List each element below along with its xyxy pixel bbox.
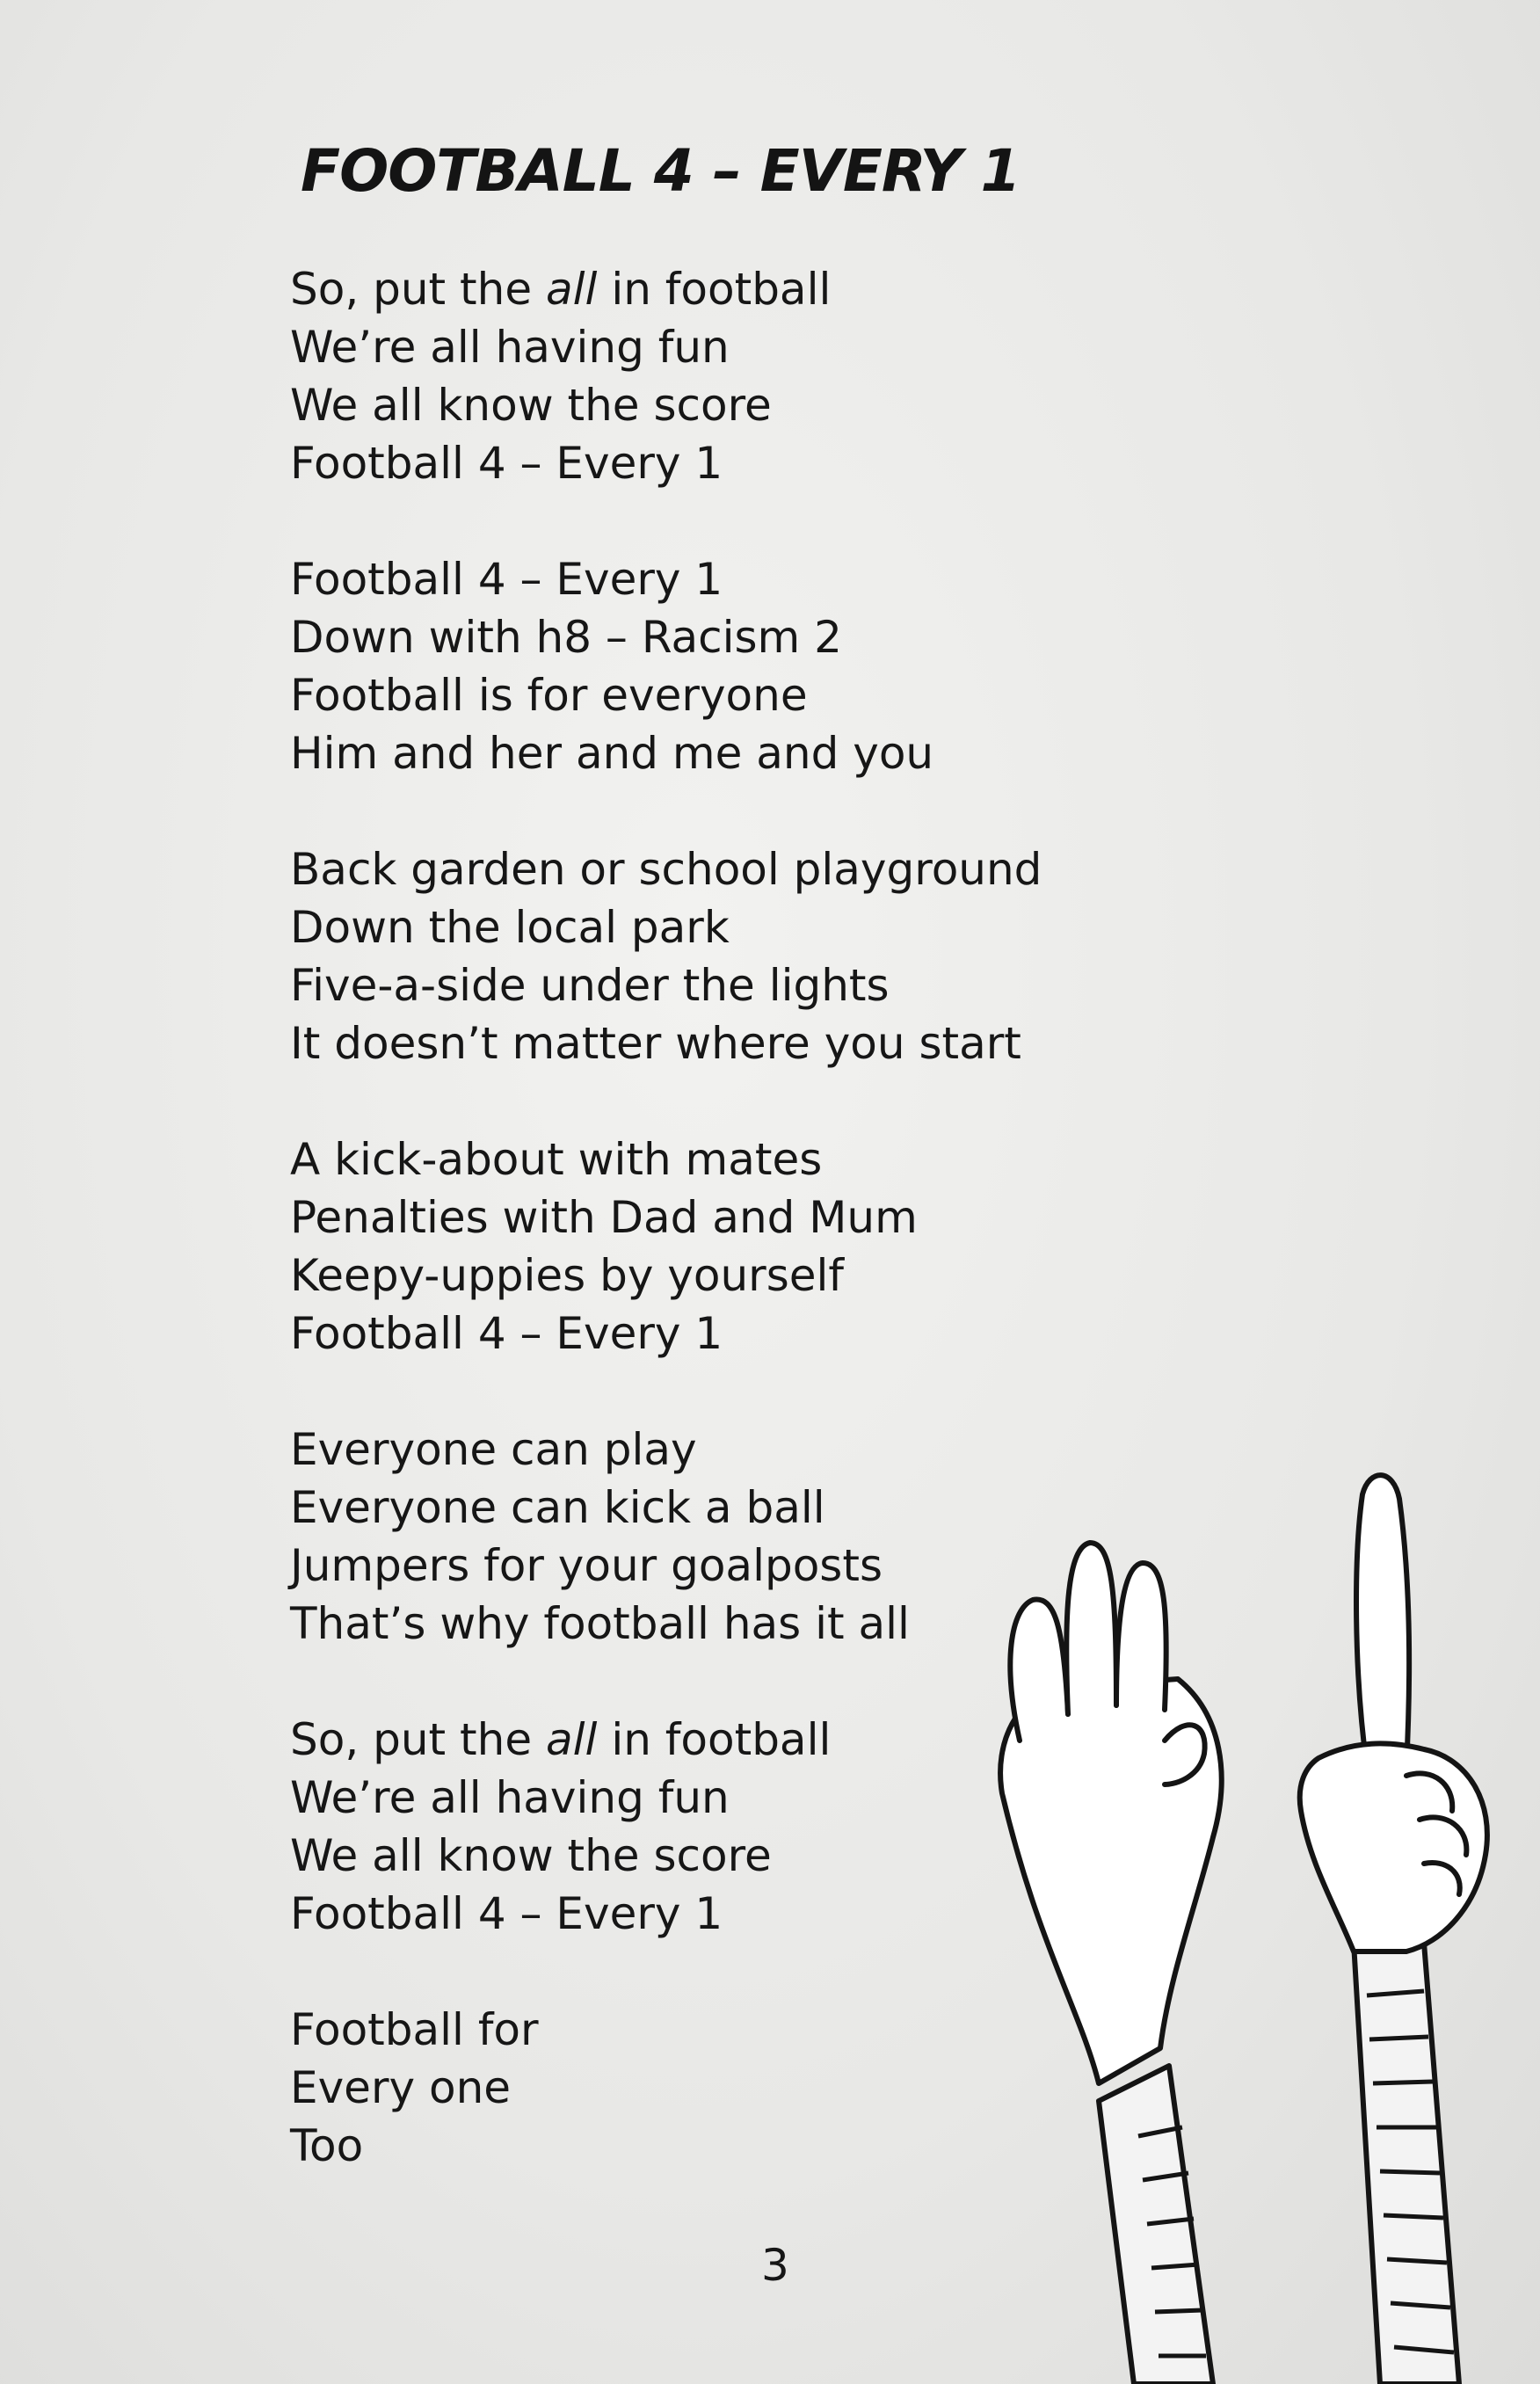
line: Jumpers for your goalposts <box>290 1540 883 1591</box>
line: So, put the all in football <box>290 264 832 315</box>
hands-illustration <box>967 1450 1540 2384</box>
line: A kick-about with mates <box>290 1134 823 1185</box>
stanza-4 <box>290 1130 1169 1363</box>
line: Football 4 – Every 1 <box>290 1308 723 1359</box>
line: Back garden or school playground <box>290 844 1042 895</box>
line: We’re all having fun <box>290 1772 730 1823</box>
line: Football 4 – Every 1 <box>290 438 723 489</box>
line: Football 4 – Every 1 <box>290 554 723 605</box>
line: Everyone can kick a ball <box>290 1482 825 1533</box>
line: It doesn’t matter where you start <box>290 1018 1021 1069</box>
line: Keepy-uppies by yourself <box>290 1250 845 1301</box>
page-number: 3 <box>761 2240 789 2291</box>
line: We all know the score <box>290 380 772 431</box>
line: Football 4 – Every 1 <box>290 1888 723 1939</box>
stanza-3 <box>290 840 1169 1072</box>
line: Everyone can play <box>290 1424 697 1475</box>
line: Football for <box>290 2004 539 2055</box>
line: Down with h8 – Racism 2 <box>290 612 842 663</box>
line: Down the local park <box>290 902 730 953</box>
line: Too <box>290 2120 364 2171</box>
line: We all know the score <box>290 1830 772 1881</box>
line: We’re all having fun <box>290 322 730 373</box>
line: Football is for everyone <box>290 670 808 721</box>
line: Five-a-side under the lights <box>290 960 890 1011</box>
line: That’s why football has it all <box>290 1598 910 1649</box>
poem-title: FOOTBALL 4 – EVERY 1 <box>301 137 1021 205</box>
line: Him and her and me and you <box>290 728 934 779</box>
line: Penalties with Dad and Mum <box>290 1192 918 1243</box>
line: So, put the all in football <box>290 1714 832 1765</box>
stanza-1 <box>290 260 1169 492</box>
line: Every one <box>290 2062 512 2113</box>
stanza-2 <box>290 550 1169 782</box>
